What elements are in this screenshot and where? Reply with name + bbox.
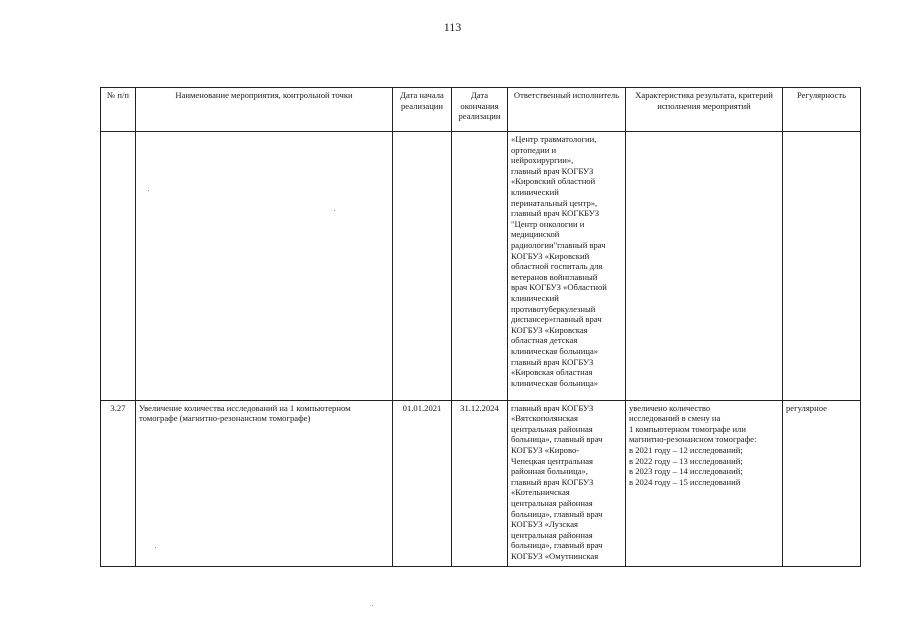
header-result: Характеристика результата, критерий исполнения мероприятий bbox=[626, 88, 783, 132]
cell-end-date bbox=[452, 132, 508, 401]
responsible-line: главный врач КОГКБУЗ bbox=[511, 208, 599, 219]
table-header-row bbox=[101, 88, 861, 132]
responsible-line: областная детская bbox=[511, 335, 578, 346]
cell-regularity: регулярное bbox=[783, 400, 861, 566]
responsible-line: районная больница», bbox=[511, 466, 588, 477]
scan-speck bbox=[155, 547, 156, 548]
result-line: в 2024 году – 15 исследований bbox=[629, 476, 741, 487]
responsible-line: ортопедии и bbox=[511, 144, 557, 155]
header-responsible: Ответственный исполнитель bbox=[508, 88, 626, 132]
responsible-line: противотуберкулезный bbox=[511, 303, 596, 314]
responsible-line: клиническая больница» bbox=[511, 377, 599, 388]
header-start-date: Дата начала реализации bbox=[393, 88, 452, 132]
responsible-line: клиническая больница» bbox=[511, 345, 599, 356]
cell-regularity bbox=[783, 132, 861, 401]
responsible-line: больница», главный врач bbox=[511, 508, 603, 519]
responsible-line: «Кировский областной bbox=[511, 176, 596, 187]
cell-responsible bbox=[508, 132, 626, 401]
header-name: Наименование мероприятия, контрольной точки bbox=[136, 88, 393, 132]
responsible-line: больница», главный врач bbox=[511, 540, 603, 551]
responsible-line: врач КОГБУЗ «Областной bbox=[511, 282, 607, 293]
responsible-line: «Центр травматологии, bbox=[511, 134, 597, 145]
responsible-line: клинический bbox=[511, 292, 559, 303]
responsible-line: диспансер»главный врач bbox=[511, 314, 602, 325]
responsible-line: главный врач КОГБУЗ bbox=[511, 402, 594, 413]
page-number: 113 bbox=[443, 20, 462, 34]
cell-start-date bbox=[393, 132, 452, 401]
result-line: увеличено количество bbox=[629, 402, 711, 413]
table-row-3-27 bbox=[101, 400, 861, 566]
cell-result bbox=[626, 400, 783, 566]
result-line: исследований в смену на bbox=[629, 413, 721, 424]
responsible-line: «Котельничская bbox=[511, 487, 570, 498]
cell-result bbox=[626, 132, 783, 401]
responsible-line: радиологии"главный врач bbox=[511, 240, 606, 251]
responsible-line: больница», главный врач bbox=[511, 434, 603, 445]
responsible-line: «Вятскополянская bbox=[511, 413, 578, 424]
responsible-line: КОГБУЗ «Кирово- bbox=[511, 445, 580, 455]
header-end-date: Дата окончания реализации bbox=[452, 88, 508, 132]
responsible-line: центральная районная bbox=[511, 497, 593, 508]
responsible-line: главный врач КОГБУЗ bbox=[511, 356, 594, 367]
cell-end-date: 31.12.2024 bbox=[452, 400, 508, 566]
cell-name: Увеличение количества исследований на 1 компьютерном томографе (магнитно-резонансном томографе) bbox=[136, 400, 393, 566]
result-line: в 2022 году – 13 исследований; bbox=[629, 455, 743, 466]
responsible-line: главный врач КОГБУЗ bbox=[511, 476, 594, 487]
responsible-line: нейрохирургии», bbox=[511, 155, 574, 166]
cell-start-date: 01.01.2021 bbox=[393, 400, 452, 566]
header-regularity: Регулярность bbox=[783, 88, 861, 132]
responsible-line: КОГБУЗ «Омутнинская bbox=[511, 550, 599, 561]
responsible-line: Чепецкая центральная bbox=[511, 455, 594, 466]
result-line: в 2021 году – 12 исследований; bbox=[629, 445, 743, 455]
table-row-continuation bbox=[101, 132, 861, 401]
responsible-line: «Кировская областная bbox=[511, 367, 593, 378]
cell-name bbox=[136, 132, 393, 401]
scan-speck bbox=[148, 190, 149, 191]
responsible-line: областной госпиталь для bbox=[511, 261, 603, 272]
cell-responsible bbox=[508, 400, 626, 566]
result-line: магнитно-резонансном томографе: bbox=[629, 434, 757, 445]
plan-table bbox=[100, 87, 861, 567]
scan-speck bbox=[372, 605, 373, 606]
responsible-line: центральная районная bbox=[511, 529, 593, 540]
responsible-line: перинатальный центр», bbox=[511, 197, 598, 208]
responsible-line: КОГБУЗ «Кировский bbox=[511, 250, 590, 261]
result-line: в 2023 году – 14 исследований; bbox=[629, 466, 743, 477]
result-line: 1 компьютерном томографе или bbox=[629, 423, 746, 434]
responsible-line: главный врач КОГБУЗ bbox=[511, 165, 594, 176]
responsible-line: клинический bbox=[511, 187, 559, 198]
scan-speck bbox=[334, 210, 335, 211]
responsible-line: КОГБУЗ «Кировская bbox=[511, 324, 588, 335]
responsible-line: КОГБУЗ «Лузская bbox=[511, 519, 578, 530]
responsible-line: "Центр онкологии и bbox=[511, 218, 585, 229]
cell-num bbox=[101, 132, 136, 401]
cell-num: 3.27 bbox=[101, 400, 136, 566]
header-num: № п/п bbox=[101, 88, 136, 132]
responsible-line: ветеранов войнглавный bbox=[511, 271, 598, 282]
responsible-line: центральная районная bbox=[511, 423, 593, 434]
responsible-line: медицинской bbox=[511, 229, 560, 240]
